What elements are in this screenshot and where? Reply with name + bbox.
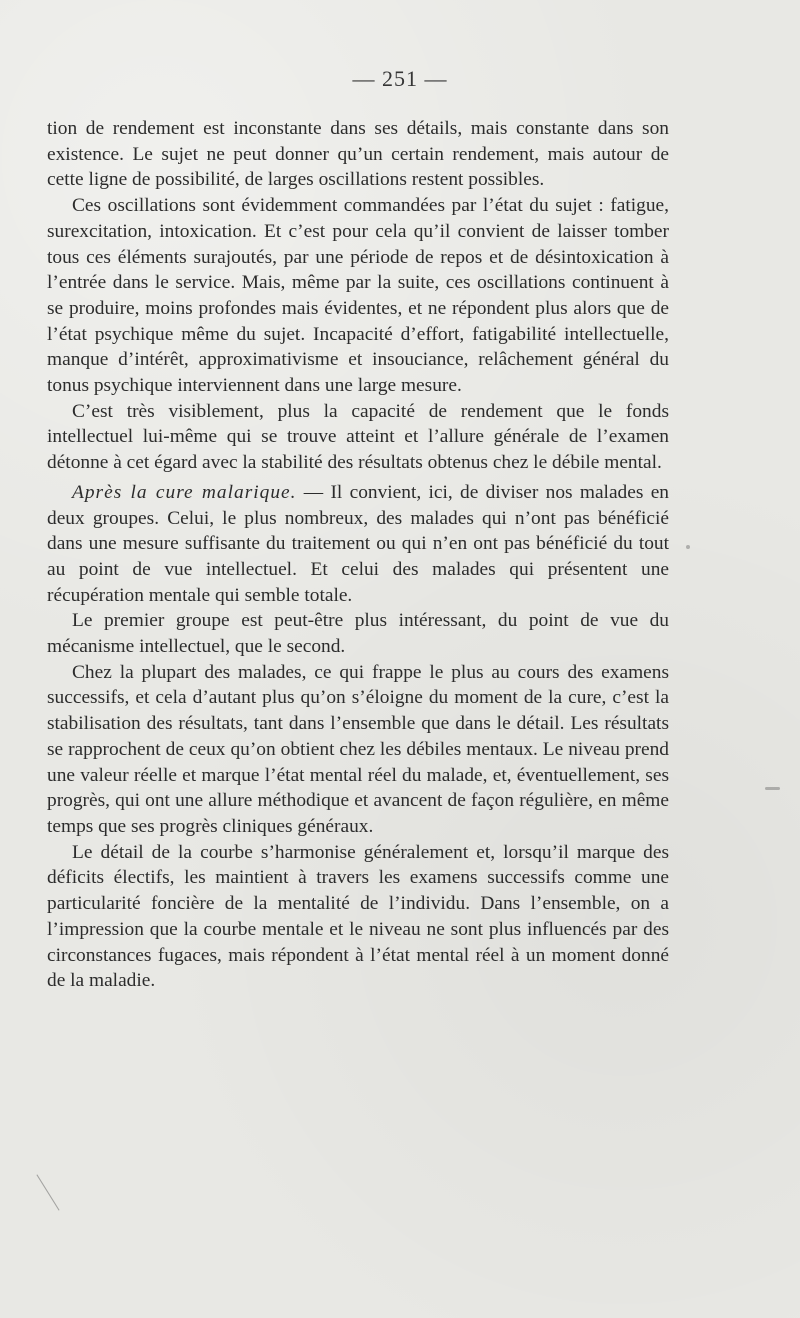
paragraph-7: Le détail de la courbe s’harmonise généralement et, lorsqu’il marque des déficits électifs, les maintient à travers les examens successifs comme une particularité foncière de la mentalité de l’individu. Dans l’ensemble, on a l’impression que la courbe mentale et le niveau ne sont plus influencés par des circonstances fugaces, mais répondent à l’état mental réel à un moment donné de la maladie. <box>47 841 669 992</box>
section-paragraph-text: — Il convient, ici, de diviser nos malades en deux groupes. Celui, le plus nombreux, des malades qui n’ont pas bénéficié dans une mesure suffisante du traitement ou qui n’en ont pas bénéficié du tout au point de vue intellectuel. Et celui des malades qui présentent une récupération mentale qui semble totale. <box>47 481 669 606</box>
scan-speck <box>765 787 780 790</box>
paragraph-5: Le premier groupe est peut-être plus intéressant, du point de vue du mécanisme intellectuel, que le second. <box>47 610 669 658</box>
paragraph-6: Chez la plupart des malades, ce qui frappe le plus au cours des examens successifs, et cela d’autant plus qu’on s’éloigne du moment de la cure, c’est la stabilisation des résultats, tant dans l’ensemble que dans le détail. Les résultats se rapprochent de ceux qu’on obtient chez les débiles mentaux. Le niveau prend une valeur réelle et marque l’état mental réel du malade, et, éventuellement, ses progrès, qui ont une allure méthodique et avancent de façon régulière, en même temps que ses progrès cliniques généraux. <box>47 661 669 837</box>
paragraph-2: Ces oscillations sont évidemment commandées par l’état du sujet : fatigue, surexcitation, intoxication. Et c’est pour cela qu’il convient de laisser tomber tous ces éléments surajoutés, par une période de repos et de désintoxication à l’entrée dans le service. Mais, même par la suite, ces oscillations continuent à se produire, moins profondes mais évidentes, et ne répondent plus alors que de l’état psychique même du sujet. Incapacité d’effort, fatigabilité intellectuelle, manque d’intérêt, approximativisme et insouciance, relâchement général du tonus psychique interviennent dans une large mesure. <box>47 195 669 397</box>
section-heading: Après la cure malarique. <box>72 481 297 503</box>
page-number: — 251 — <box>352 66 448 91</box>
scan-speck <box>686 545 690 549</box>
paragraph-1: tion de rendement est inconstante dans ses détails, mais constante dans son existence. Le sujet ne peut donner qu’un certain rendement, mais autour de cette ligne de possibilité, de larges oscillations restent possibles. <box>47 118 669 191</box>
paragraph-3: C’est très visiblement, plus la capacité de rendement que le fonds intellectuel lui-même qui se trouve atteint et l’allure générale de l’examen détonne à cet égard avec la stabilité des résultats obtenus chez le débile mental. <box>47 400 669 474</box>
paragraph-4 <box>47 480 669 609</box>
scan-scratch <box>36 1174 59 1210</box>
page-text-block <box>47 116 669 994</box>
